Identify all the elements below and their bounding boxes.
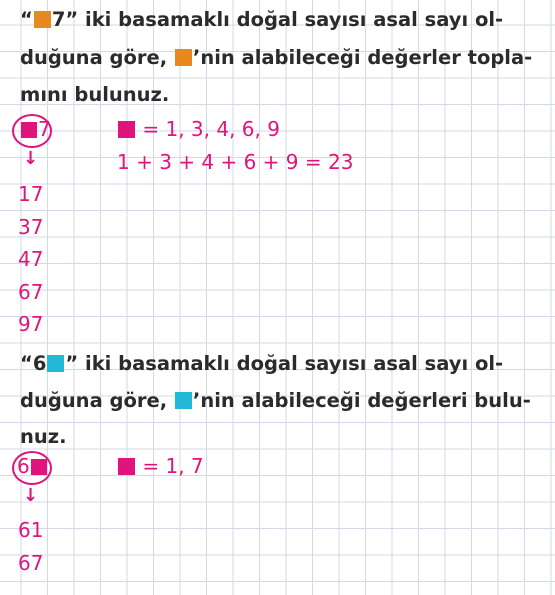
problem-text: duğuna göre,: [20, 46, 174, 69]
cyan-square-icon: [47, 355, 64, 372]
list-item: 17: [18, 182, 44, 206]
magenta-square-icon: [31, 459, 47, 475]
digit-text: 7”: [51, 8, 79, 31]
magenta-square-icon: [21, 122, 37, 138]
values-equation: [117, 454, 204, 478]
circled-digit: 7: [38, 117, 51, 141]
list-item: 37: [18, 214, 44, 239]
prime-list-1: [18, 182, 43, 345]
problem-1-line-1: [20, 8, 503, 31]
prime-list-2: [18, 518, 43, 583]
open-quote: “: [20, 8, 33, 31]
magenta-square-icon: [118, 121, 135, 138]
list-item: 67: [18, 550, 44, 575]
circled-digit: 6: [17, 454, 30, 478]
problem-1-line-2: [20, 46, 532, 69]
values-equation: [117, 117, 280, 141]
problem-2-line-2: [20, 389, 531, 412]
down-arrow-icon: ↓: [23, 148, 39, 169]
problem-text: duğuna göre,: [20, 389, 174, 412]
values-text: = 1, 3, 4, 6, 9: [136, 117, 280, 141]
down-arrow-icon: ↓: [23, 485, 39, 506]
list-item: 47: [18, 247, 44, 271]
magenta-square-icon: [118, 458, 135, 475]
problem-text: ’nin alabileceği değerleri bulu-: [192, 389, 531, 412]
problem-text: iki basamaklı doğal sayısı asal sayı ol-: [78, 8, 504, 31]
open-quote-digit: “6: [20, 352, 47, 375]
problem-text: iki basamaklı doğal sayısı asal sayı ol-: [78, 352, 504, 375]
circled-number: [17, 454, 48, 478]
list-item: 67: [18, 279, 44, 304]
sum-equation: 1 + 3 + 4 + 6 + 9 = 23: [117, 150, 354, 174]
problem-2-line-1: [20, 352, 503, 375]
values-text: = 1, 7: [136, 454, 204, 478]
problem-1-line-3: mını bulunuz.: [20, 83, 170, 106]
cyan-square-icon: [175, 392, 192, 409]
problem-text: ’nin alabileceği değerler topla-: [192, 46, 533, 69]
list-item: 61: [18, 518, 44, 542]
orange-square-icon: [34, 11, 51, 28]
orange-square-icon: [175, 49, 192, 66]
circled-number: [20, 117, 51, 141]
problem-2-line-3: nuz.: [20, 425, 67, 448]
close-quote: ”: [65, 352, 79, 375]
list-item: 97: [18, 312, 44, 336]
